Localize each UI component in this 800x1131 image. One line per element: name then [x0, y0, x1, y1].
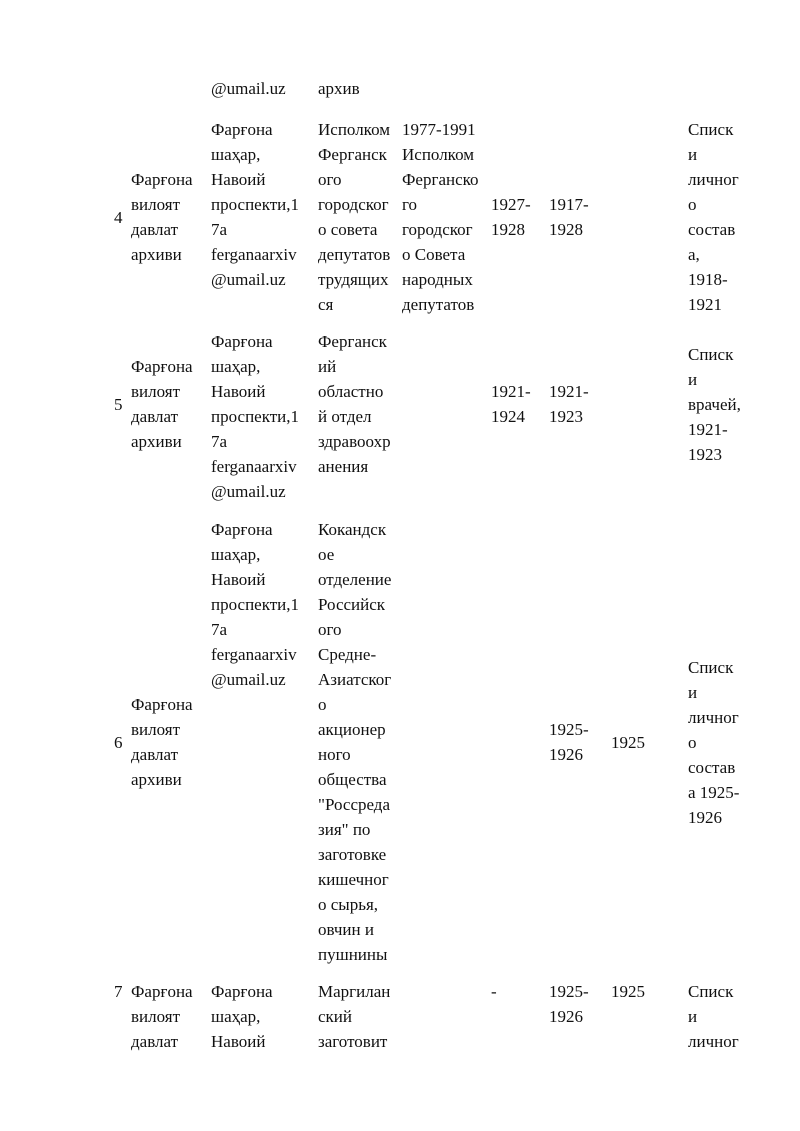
fund-period-line: депутатов [402, 295, 475, 314]
record-years [549, 717, 607, 767]
archive-name [131, 167, 209, 267]
year-line: 1925 [611, 732, 645, 752]
fund-name [318, 979, 400, 1054]
fund-name-line: ого [318, 620, 342, 639]
archive-address-line: 7а [211, 620, 228, 639]
fund-name-fragment: архив [318, 79, 360, 98]
document-title-line: Списк [688, 120, 734, 139]
fund-period-line: 1977-1991 [402, 120, 476, 139]
row-number-line: 4 [114, 207, 123, 227]
archive-address-line: ferganaarxiv [211, 457, 297, 476]
fund-name-line: овчин и [318, 920, 374, 939]
row-number-line: 6 [114, 732, 123, 752]
document-years [491, 979, 547, 1004]
fund-name-line: кишечног [318, 870, 389, 889]
archive-name-line: давлат [131, 220, 179, 239]
row-number [114, 979, 128, 1004]
document-title-line: личног [688, 707, 739, 727]
fund-name-line: "Россреда [318, 795, 391, 814]
archive-address-line: проспекти,1 [211, 407, 300, 426]
fund-name-line: Маргилан [318, 982, 391, 1001]
archive-address-line: Навоий [211, 1032, 266, 1051]
fund-name-line: областно [318, 382, 384, 401]
fund-name-line: ский [318, 1007, 352, 1026]
archive-name-line: Фарғона [131, 170, 193, 189]
archive-address [211, 117, 315, 292]
fund-name-line: о [318, 695, 327, 714]
fund-name-line: о совета [318, 220, 378, 239]
document-years-line: 1927- [491, 195, 531, 214]
archive-address-line: Фарғона [211, 120, 273, 139]
fund-name-line: Ферганск [318, 332, 387, 351]
document-title-line: и [688, 682, 698, 702]
fund-name-line: Азиатског [318, 670, 392, 689]
archive-name [131, 692, 209, 792]
fund-name-line: отделение [318, 570, 392, 589]
fund-name-line: о сырья, [318, 895, 379, 914]
record-years-line: 1925- [549, 982, 589, 1001]
document-title-line: личног [688, 170, 739, 189]
archive-name-line: архиви [131, 770, 182, 789]
row-number [114, 205, 128, 230]
document-title [688, 655, 754, 830]
archive-name-line: архиви [131, 245, 182, 264]
fund-name-line: й отдел [318, 407, 372, 426]
archive-address-line: @umail.uz [211, 670, 286, 689]
archive-address-line: Фарғона [211, 982, 273, 1001]
archive-address-line: ferganaarxiv [211, 245, 297, 264]
document-title-line: 1926 [688, 807, 722, 827]
document-title-line: Списк [688, 657, 734, 677]
fund-period-line: городског [402, 220, 473, 239]
archive-name-line: вилоят [131, 195, 181, 214]
record-years-line: 1925- [549, 720, 589, 739]
document-title-line: 1918- [688, 270, 728, 289]
document-title [688, 342, 754, 467]
record-years [549, 979, 607, 1029]
record-years-line: 1926 [549, 1007, 583, 1026]
fund-period-line: Исполком [402, 145, 475, 164]
archive-address-line: шаҳар, [211, 545, 261, 564]
document-years-line: 1924 [491, 407, 525, 426]
fund-name-line: Кокандск [318, 520, 387, 539]
record-years-line: 1923 [549, 407, 583, 426]
document-title-line: 1923 [688, 444, 722, 464]
document-title-line: 1921- [688, 419, 728, 439]
fund-name-line: анения [318, 457, 369, 476]
year [611, 979, 663, 1004]
document-title-line: и [688, 369, 698, 389]
document-title-line: Списк [688, 344, 734, 364]
archive-address-line: Навоий [211, 570, 266, 589]
archive-address-line: Навоий [211, 170, 266, 189]
fund-period-line: о Совета [402, 245, 466, 264]
document-title-line: о [688, 195, 697, 214]
fund-name-line: ого [318, 170, 342, 189]
document-title-line: 1921 [688, 295, 722, 314]
fund-name [318, 117, 400, 317]
archive-address-line: ferganaarxiv [211, 645, 297, 664]
archive-address-line: проспекти,1 [211, 595, 300, 614]
archive-name-line: давлат [131, 745, 179, 764]
record-years [549, 379, 607, 429]
fund-name-line: городског [318, 195, 389, 214]
row-number [114, 392, 128, 417]
fund-period-line: народных [402, 270, 473, 289]
fund-name-line: пушнины [318, 945, 388, 964]
record-years-line: 1921- [549, 382, 589, 401]
document-title-line: а 1925- [688, 782, 740, 802]
archive-address [211, 979, 315, 1054]
document-title-line: а, [688, 245, 700, 264]
archive-name [131, 979, 209, 1054]
document-years-line: 1928 [491, 220, 525, 239]
archive-name-line: Фарғона [131, 982, 193, 1001]
row-number-line: 5 [114, 394, 123, 414]
fund-name-line: трудящих [318, 270, 389, 289]
fund-name-line: ся [318, 295, 334, 314]
document-title [688, 117, 754, 317]
archive-address-line: шаҳар, [211, 1007, 261, 1026]
document-title-line: и [688, 145, 698, 164]
archive-address-line: шаҳар, [211, 357, 261, 376]
archive-address [211, 517, 315, 692]
fund-name-line: общества [318, 770, 387, 789]
fund-name [318, 329, 400, 479]
fund-name-line: Ферганск [318, 145, 387, 164]
archive-name-line: вилоят [131, 382, 181, 401]
archive-name-line: вилоят [131, 1007, 181, 1026]
archive-address-line: @umail.uz [211, 482, 286, 501]
record-years-line: 1926 [549, 745, 583, 764]
fund-name-line: заготовит [318, 1032, 388, 1051]
fund-name-line: ий [318, 357, 337, 376]
document-title [688, 979, 754, 1054]
row-number [114, 730, 128, 755]
document-title-line: врачей, [688, 394, 741, 414]
fund-period [402, 117, 488, 317]
document-years [491, 379, 547, 429]
fund-name-line: ое [318, 545, 335, 564]
archive-address-line: проспекти,1 [211, 195, 300, 214]
year-line: 1925 [611, 982, 645, 1001]
document-title-line: состав [688, 220, 736, 239]
fund-name-line: здравоохр [318, 432, 391, 451]
document-title-line: о [688, 732, 697, 752]
fund-name-line: акционер [318, 720, 386, 739]
archive-address-line: Фарғона [211, 520, 273, 539]
archive-address [211, 329, 315, 504]
fund-period-line: Ферганско [402, 170, 479, 189]
fund-period-line: го [402, 195, 418, 214]
archive-name [131, 354, 209, 454]
document-years-line: - [491, 982, 497, 1001]
archive-address-line: 7а [211, 432, 228, 451]
record-years [549, 192, 607, 242]
archive-name-line: архиви [131, 432, 182, 451]
fund-name-line: Исполком [318, 120, 391, 139]
archive-address-line: @umail.uz [211, 270, 286, 289]
document-title-line: и [688, 1007, 698, 1026]
archive-address-line: шаҳар, [211, 145, 261, 164]
fund-name-line: ного [318, 745, 351, 764]
email-fragment: @umail.uz [211, 79, 286, 98]
archive-address-line: Навоий [211, 382, 266, 401]
fund-name-line: депутатов [318, 245, 391, 264]
year [611, 730, 663, 755]
document-title-line: Списк [688, 982, 734, 1001]
archive-name-line: давлат [131, 407, 179, 426]
document-title-line: личног [688, 1032, 739, 1051]
document-years [491, 192, 547, 242]
archive-name-line: вилоят [131, 720, 181, 739]
document-years-line: 1921- [491, 382, 531, 401]
archive-name-line: Фарғона [131, 357, 193, 376]
fund-name-line: заготовке [318, 845, 387, 864]
archive-address-line: Фарғона [211, 332, 273, 351]
fund-name-line: Российск [318, 595, 386, 614]
document-title-line: состав [688, 757, 736, 777]
record-years-line: 1928 [549, 220, 583, 239]
archive-name-line: Фарғона [131, 695, 193, 714]
fund-name-line: зия" по [318, 820, 371, 839]
archive-address-line: 7а [211, 220, 228, 239]
record-years-line: 1917- [549, 195, 589, 214]
fund-name-line: Средне- [318, 645, 377, 664]
row-number-line: 7 [114, 982, 123, 1001]
archive-name-line: давлат [131, 1032, 179, 1051]
fund-name [318, 517, 400, 967]
